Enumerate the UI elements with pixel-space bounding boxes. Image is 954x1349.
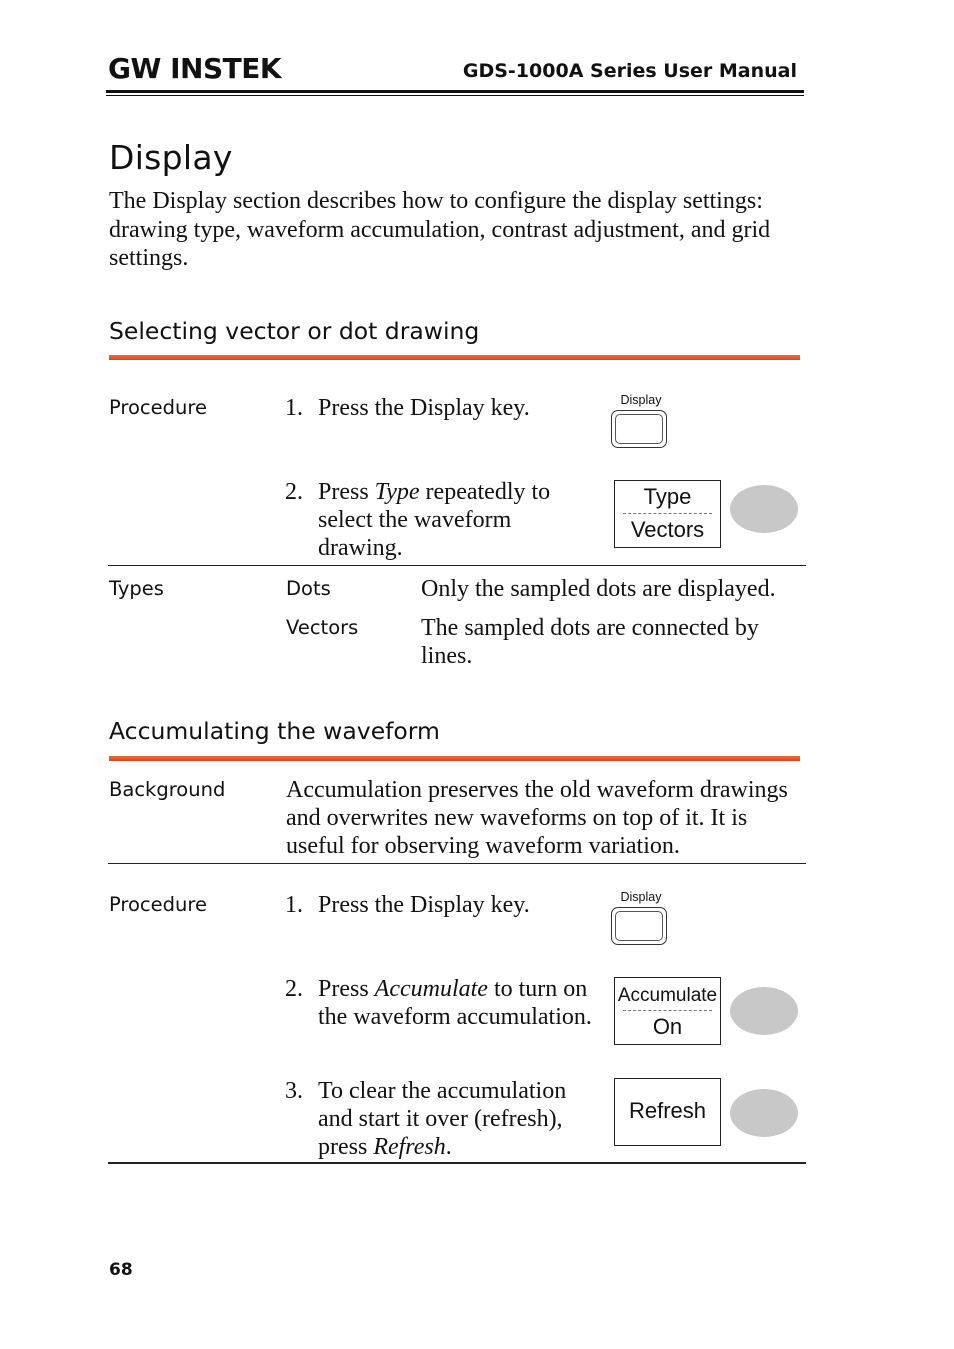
background-text: Accumulation preserves the old waveform drawings and overwrites new waveforms on top of it. It is useful for observing waveform variation. [286,777,788,859]
refresh-menu-box [614,1078,721,1146]
step-number: 1. [285,892,303,918]
type-name: Dots [286,577,331,600]
menu-title: Refresh [628,1098,707,1123]
gw-instek-logo: GW INSTEK [108,52,282,85]
page-number: 68 [109,1260,133,1280]
step-emphasis: Accumulate [374,976,488,1002]
separator [108,1162,806,1164]
step-number: 2. [285,976,303,1002]
softkey-button[interactable] [730,987,798,1035]
step-text: Press the Display key. [318,892,530,918]
accumulate-menu-box [614,977,721,1045]
procedure-label: Procedure [109,396,207,419]
menu-value: On [652,1014,683,1039]
display-key-button[interactable] [611,907,667,945]
section-rule [109,355,800,360]
display-key-button[interactable] [611,410,667,448]
step-number: 3. [285,1078,303,1104]
step-text: To clear the accumulation and start it over (refresh), press Refresh. [318,1078,567,1160]
menu-title: Accumulate [617,985,718,1006]
menu-value: Vectors [630,517,705,542]
section-heading-accumulate: Accumulating the waveform [109,717,440,745]
step-text: Press Accumulate to turn on the waveform accumulation. [318,976,592,1030]
separator [108,863,806,864]
header-rule-thin [106,95,804,96]
header-rule [106,90,804,93]
type-description: Only the sampled dots are displayed. [421,576,776,602]
procedure-label: Procedure [109,893,207,916]
page-title: Display [109,138,233,177]
step-emphasis: Type [374,479,420,505]
display-key[interactable] [611,890,671,945]
type-menu-box [614,480,721,548]
display-key-label: Display [620,393,662,407]
step-number: 1. [285,395,303,421]
separator [108,565,806,566]
intro-paragraph: The Display section describes how to configure the display settings: drawing type, waveform accumulation, contrast adjustment, and grid settings. [109,188,771,271]
section-heading-vector-dot: Selecting vector or dot drawing [109,317,480,345]
step-emphasis: Refresh [373,1134,446,1160]
softkey-button[interactable] [730,485,798,533]
type-name: Vectors [286,616,359,639]
menu-title: Type [643,484,692,509]
background-label: Background [109,778,226,801]
softkey-button[interactable] [730,1089,798,1137]
manual-title: GDS-1000A Series User Manual [462,60,797,82]
step-text: Press the Display key. [318,395,530,421]
type-description: The sampled dots are connected by lines. [421,615,759,669]
types-label: Types [109,577,164,600]
step-number: 2. [285,479,303,505]
display-key-label: Display [620,890,662,904]
section-rule [109,756,800,761]
display-key[interactable] [611,393,671,448]
step-text: Press Type repeatedly to select the waveform drawing. [318,479,551,561]
